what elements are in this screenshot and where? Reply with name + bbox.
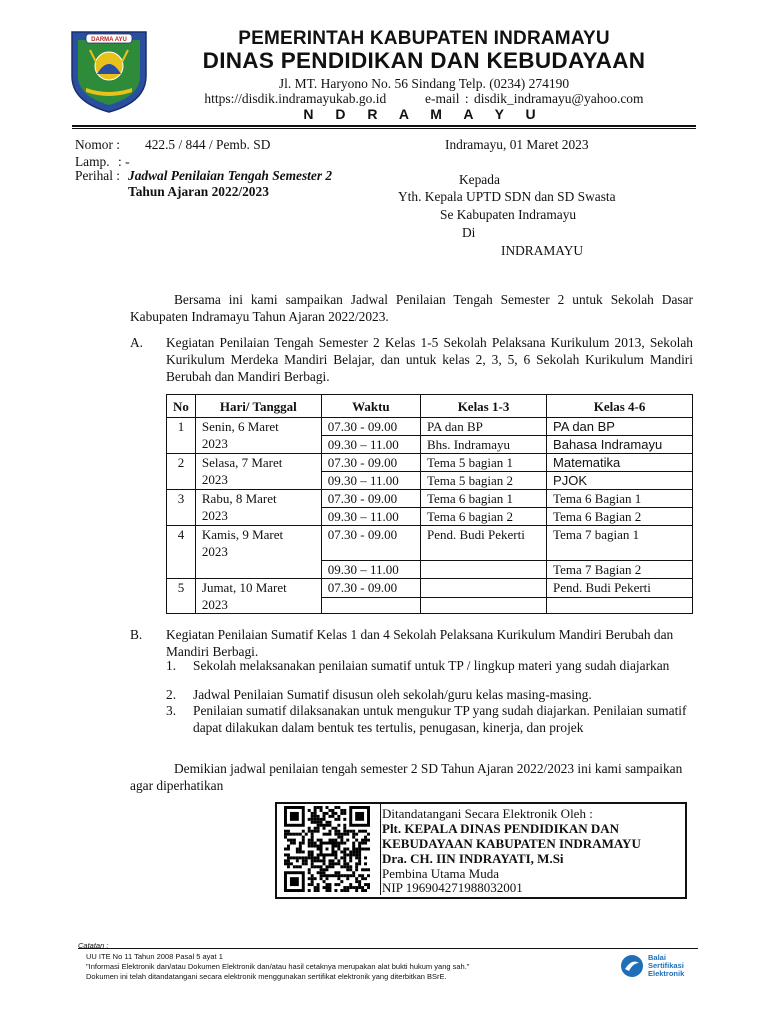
row-time: 09.30 – 11.00 bbox=[321, 436, 420, 454]
signature-divider bbox=[380, 804, 381, 895]
section-a-text: Kegiatan Penilaian Tengah Semester 2 Kelas 1-5 Sekolah Pelaksana Kurikulum 2013, Sekolah Kurikulum Merdeka Mandiri Belajar, dan untuk kelas 2, 3, 5, 6 Sekolah Kurikulum Mandiri Berubah dan Mandiri Berbagi. bbox=[166, 335, 693, 384]
lamp-value: : - bbox=[118, 154, 130, 169]
signature-title-2: KEBUDAYAAN KABUPATEN INDRAMAYU bbox=[382, 836, 641, 851]
b-item-text: Sekolah melaksanakan penilaian sumatif untuk TP / lingkup materi yang sudah diajarkan bbox=[193, 658, 670, 673]
row-class-1-3: Tema 6 bagian 1 bbox=[420, 490, 546, 508]
b-item-number: 1. bbox=[166, 658, 177, 673]
row-time: 07.30 - 09.00 bbox=[321, 418, 420, 436]
header-class-4-6: Kelas 4-6 bbox=[547, 395, 693, 418]
row-no: 1 bbox=[167, 418, 196, 454]
recipient-line-2: Se Kabupaten Indramayu bbox=[440, 207, 577, 222]
row-day: Jumat, 10 Maret 2023 bbox=[195, 579, 321, 614]
header-divider bbox=[72, 125, 696, 127]
row-time: 07.30 - 09.00 bbox=[321, 454, 420, 472]
section-b-text: Kegiatan Penilaian Sumatif Kelas 1 dan 4 Sekolah Pelaksana Kurikulum Mandiri Berubah dan Mandiri Berbagi. bbox=[166, 627, 674, 659]
row-class-1-3: Pend. Budi Pekerti bbox=[420, 526, 546, 561]
row-day: Kamis, 9 Maret 2023 bbox=[195, 526, 321, 579]
row-time: 07.30 - 09.00 bbox=[321, 579, 420, 598]
row-class-1-3 bbox=[420, 598, 546, 614]
row-class-4-6 bbox=[547, 598, 693, 614]
row-class-1-3: PA dan BP bbox=[420, 418, 546, 436]
row-no: 3 bbox=[167, 490, 196, 526]
header-email: e-mail : disdik_indramayu@yahoo.com bbox=[425, 91, 644, 106]
perihal-line-2: Tahun Ajaran 2022/2023 bbox=[128, 184, 269, 199]
row-class-4-6: Pend. Budi Pekerti bbox=[547, 579, 693, 598]
table-header-row bbox=[167, 395, 693, 418]
row-class-1-3: Tema 5 bagian 1 bbox=[420, 454, 546, 472]
nomor-label: Nomor : bbox=[75, 137, 121, 152]
header-government-name: PEMERINTAH KABUPATEN INDRAMAYU bbox=[238, 28, 610, 49]
header-day: Hari/ Tanggal bbox=[195, 395, 321, 418]
row-time: 09.30 – 11.00 bbox=[321, 472, 420, 490]
footer-catatan: Catatan : bbox=[78, 941, 109, 950]
row-class-4-6: Tema 7 bagian 1 bbox=[547, 526, 693, 561]
table-row bbox=[167, 454, 693, 472]
header-contact bbox=[160, 91, 688, 107]
row-time bbox=[321, 598, 420, 614]
header-no: No bbox=[167, 395, 196, 418]
signature-caption: Ditandatangani Secara Elektronik Oleh : bbox=[382, 806, 593, 821]
recipient-kepada: Kepada bbox=[459, 172, 500, 187]
table-row bbox=[167, 526, 693, 561]
section-b-marker: B. bbox=[130, 627, 143, 642]
row-time: 07.30 - 09.00 bbox=[321, 490, 420, 508]
perihal-line-1: Jadwal Penilaian Tengah Semester 2 bbox=[128, 168, 333, 183]
row-class-4-6: Tema 7 Bagian 2 bbox=[547, 561, 693, 579]
row-no: 5 bbox=[167, 579, 196, 614]
row-class-1-3: Tema 6 bagian 2 bbox=[420, 508, 546, 526]
row-class-1-3 bbox=[420, 579, 546, 598]
row-class-4-6: Tema 6 Bagian 1 bbox=[547, 490, 693, 508]
row-class-1-3: Bhs. Indramayu bbox=[420, 436, 546, 454]
table-row bbox=[167, 579, 693, 598]
recipient-line-1: Yth. Kepala UPTD SDN dan SD Swasta bbox=[398, 189, 616, 204]
section-a-marker: A. bbox=[130, 335, 144, 350]
row-no: 2 bbox=[167, 454, 196, 490]
closing-paragraph: Demikian jadwal penilaian tengah semester 2 SD Tahun Ajaran 2022/2023 ini kami sampaikan agar diperhatikan bbox=[130, 761, 683, 793]
perihal-label: Perihal : bbox=[75, 168, 120, 183]
header-time: Waktu bbox=[321, 395, 420, 418]
row-time: 07.30 - 09.00 bbox=[321, 526, 420, 561]
signatory-rank: Pembina Utama Muda bbox=[382, 866, 499, 881]
row-class-4-6: Tema 6 Bagian 2 bbox=[547, 508, 693, 526]
svg-text:DARMA AYU: DARMA AYU bbox=[91, 37, 127, 43]
footer-law: UU ITE No 11 Tahun 2008 Pasal 5 ayat 1 bbox=[86, 952, 223, 961]
row-day: Selasa, 7 Maret 2023 bbox=[195, 454, 321, 490]
signature-title-1: Plt. KEPALA DINAS PENDIDIKAN DAN bbox=[382, 821, 620, 836]
row-no: 4 bbox=[167, 526, 196, 579]
lamp-label: Lamp. bbox=[75, 154, 110, 169]
row-time: 09.30 – 11.00 bbox=[321, 508, 420, 526]
header-city: N D R A M A Y U bbox=[303, 106, 545, 122]
header-class-1-3: Kelas 1-3 bbox=[420, 395, 546, 418]
letter-date: Indramayu, 01 Maret 2023 bbox=[445, 137, 589, 152]
b-item-number: 3. bbox=[166, 703, 177, 718]
row-class-4-6: PA dan BP bbox=[547, 418, 693, 436]
table-row bbox=[167, 418, 693, 436]
b-item-text: Penilaian sumatif dilaksanakan untuk mengukur TP yang sudah diajarkan. Penilaian sumatif dapat dilakukan dalam bentuk tes tertulis, penugasan, kinerja, dan projek bbox=[193, 703, 687, 735]
row-class-4-6: PJOK bbox=[547, 472, 693, 490]
qr-code-icon bbox=[284, 806, 370, 892]
row-class-4-6: Bahasa Indramayu bbox=[547, 436, 693, 454]
row-day: Senin, 6 Maret 2023 bbox=[195, 418, 321, 454]
footer-bsre-note: Dokumen ini telah ditandatangani secara elektronik menggunakan sertifikat elektronik yang diterbitkan BSrE. bbox=[86, 972, 447, 981]
row-class-4-6: Matematika bbox=[547, 454, 693, 472]
kabupaten-indramayu-logo bbox=[66, 26, 152, 114]
b-item-number: 2. bbox=[166, 687, 177, 702]
footer-quote: "Informasi Elektronik dan/atau Dokumen Elektronik dan/atau hasil cetaknya merupakan alat bukti hukum yang sah." bbox=[86, 962, 470, 971]
schedule-table bbox=[166, 394, 693, 614]
row-time: 09.30 – 11.00 bbox=[321, 561, 420, 579]
intro-paragraph: Bersama ini kami sampaikan Jadwal Penilaian Tengah Semester 2 untuk Sekolah Dasar Kabupaten Indramayu Tahun Ajaran 2022/2023. bbox=[130, 292, 693, 324]
header-divider-thin bbox=[72, 128, 696, 129]
recipient-di: Di bbox=[462, 225, 476, 240]
nomor-value: 422.5 / 844 / Pemb. SD bbox=[145, 137, 271, 152]
row-class-1-3: Tema 5 bagian 2 bbox=[420, 472, 546, 490]
table-row bbox=[167, 490, 693, 508]
signatory-name: Dra. CH. IIN INDRAYATI, M.Si bbox=[382, 851, 564, 866]
header-website: https://disdik.indramayukab.go.id bbox=[204, 91, 387, 106]
bsre-logo-icon bbox=[620, 954, 644, 978]
b-item-text: Jadwal Penilaian Sumatif disusun oleh sekolah/guru kelas masing-masing. bbox=[193, 687, 592, 702]
recipient-city: INDRAMAYU bbox=[501, 243, 584, 258]
row-day: Rabu, 8 Maret 2023 bbox=[195, 490, 321, 526]
header-agency-name: DINAS PENDIDIKAN DAN KEBUDAYAAN bbox=[202, 48, 646, 73]
row-class-1-3 bbox=[420, 561, 546, 579]
header-address: Jl. MT. Haryono No. 56 Sindang Telp. (0234) 274190 bbox=[278, 76, 570, 91]
signatory-nip: NIP 196904271988032001 bbox=[382, 880, 523, 895]
bsre-label: Balai Sertifikasi Elektronik bbox=[648, 953, 685, 978]
footer-divider bbox=[78, 948, 698, 949]
